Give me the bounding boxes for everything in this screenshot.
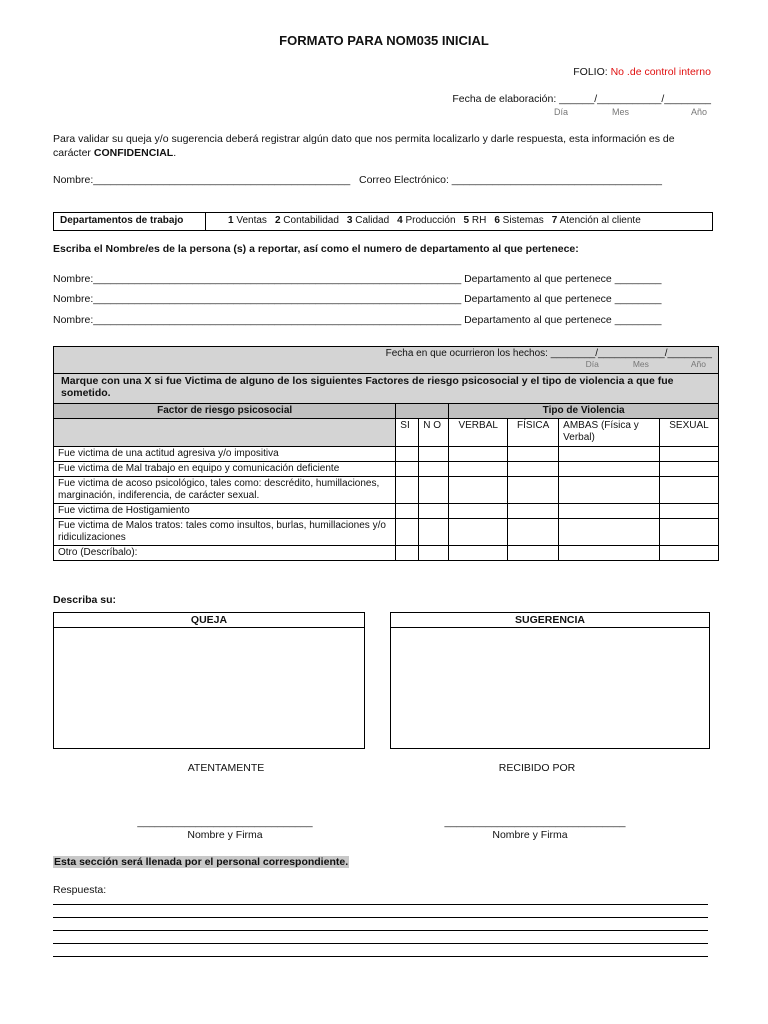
departamento-item: 1 Ventas	[228, 215, 267, 226]
mark-no-cell[interactable]	[419, 462, 449, 477]
mark-fisica-cell[interactable]	[508, 462, 559, 477]
reportar-row: Nombre:_______________________________________________________________ Departamento al que pertenece ________	[53, 293, 662, 305]
mark-verbal-cell[interactable]	[449, 447, 508, 462]
subhead-si: SI	[396, 419, 419, 447]
correo-field[interactable]: ____________________________________	[451, 174, 663, 186]
mark-verbal-cell[interactable]	[449, 462, 508, 477]
mark-no-cell[interactable]	[419, 546, 449, 561]
reportar-nombre-field[interactable]: _______________________________________________________________	[93, 314, 462, 326]
fecha-blank[interactable]: ______/___________/________	[559, 93, 711, 105]
fecha-hechos-row	[54, 347, 719, 374]
col-tipo: Tipo de Violencia	[449, 404, 719, 419]
sugerencia-box[interactable]	[390, 612, 710, 749]
queja-box[interactable]	[53, 612, 365, 749]
nombre-field[interactable]: ____________________________________________	[93, 174, 351, 186]
mark-fisica-cell[interactable]	[508, 447, 559, 462]
subhead-blank	[54, 419, 396, 447]
subhead-fisica: FÍSICA	[508, 419, 559, 447]
nombre-firma-left: Nombre y Firma	[187, 829, 263, 841]
departamento-item: 5 RH	[463, 215, 487, 226]
mark-sexual-cell[interactable]	[660, 519, 719, 546]
reportar-row: Nombre:_______________________________________________________________ Departamento al que pertenece ________	[53, 314, 662, 326]
table-row	[54, 447, 719, 462]
reportar-nombre-field[interactable]: _______________________________________________________________	[93, 293, 462, 305]
mark-fisica-cell[interactable]	[508, 477, 559, 504]
respuesta-line[interactable]	[53, 904, 708, 905]
respuesta-line[interactable]	[53, 956, 708, 957]
mark-fisica-cell[interactable]	[508, 546, 559, 561]
mark-fisica-cell[interactable]	[508, 519, 559, 546]
contact-row	[53, 174, 662, 186]
reportar-row: Nombre:_______________________________________________________________ Departamento al que pertenece ________	[53, 273, 662, 285]
mark-sexual-cell[interactable]	[660, 462, 719, 477]
respuesta-line[interactable]	[53, 917, 708, 918]
col-factor: Factor de riesgo psicosocial	[54, 404, 396, 419]
mark-sexual-cell[interactable]	[660, 504, 719, 519]
mark-ambas-cell[interactable]	[559, 447, 660, 462]
reportar-dept-field[interactable]: ________	[614, 273, 662, 285]
departamento-item: 7 Atención al cliente	[551, 215, 641, 226]
departamento-item: 3 Calidad	[346, 215, 390, 226]
subhead-verbal: VERBAL	[449, 419, 508, 447]
mark-sexual-cell[interactable]	[660, 546, 719, 561]
mark-si-cell[interactable]	[396, 546, 419, 561]
col-sino	[396, 404, 449, 419]
instruccion: Marque con una X si fue Victima de alguno de los siguientes Factores de riesgo psicosocial y el tipo de violencia a que fue sometido.	[54, 374, 719, 404]
folio	[573, 66, 711, 78]
mark-no-cell[interactable]	[419, 519, 449, 546]
mark-ambas-cell[interactable]	[559, 546, 660, 561]
respuesta-line[interactable]	[53, 943, 708, 944]
mark-verbal-cell[interactable]	[449, 504, 508, 519]
factor-label: Fue victima de Malos tratos: tales como insultos, burlas, humillaciones y/o ridiculizaciones	[54, 519, 396, 546]
firma-line-right[interactable]: _______________________________	[444, 816, 626, 828]
factor-label: Fue victima de Mal trabajo en equipo y comunicación deficiente	[54, 462, 396, 477]
reportar-heading: Escriba el Nombre/es de la persona (s) a reportar, así como el numero de departamento al que pertenece:	[53, 243, 579, 255]
correo-label: Correo Electrónico:	[358, 174, 449, 186]
nombre-firma-right: Nombre y Firma	[492, 829, 568, 841]
factor-label: Fue victima de una actitud agresiva y/o impositiva	[54, 447, 396, 462]
departamento-item: 6 Sistemas	[494, 215, 544, 226]
table-row	[54, 477, 719, 504]
mark-fisica-cell[interactable]	[508, 504, 559, 519]
fecha-dia: Día	[554, 107, 569, 117]
fecha-hechos[interactable]: Fecha en que ocurrieron los hechos: ________/____________/________	[385, 348, 712, 359]
departamento-item: 4 Producción	[397, 215, 456, 226]
fecha-elaboracion	[452, 93, 711, 105]
page-title: FORMATO PARA NOM035 INICIAL	[279, 33, 489, 48]
mark-ambas-cell[interactable]	[559, 504, 660, 519]
hechos-dia: Día	[585, 359, 599, 369]
mark-sexual-cell[interactable]	[660, 447, 719, 462]
confidencial-label: CONFIDENCIAL	[93, 147, 174, 159]
respuesta-line[interactable]	[53, 930, 708, 931]
departamentos-header: Departamentos de trabajo	[54, 213, 206, 230]
mark-verbal-cell[interactable]	[449, 519, 508, 546]
mark-si-cell[interactable]	[396, 519, 419, 546]
fecha-mes: Mes	[612, 107, 630, 117]
subhead-sexual: SEXUAL	[660, 419, 719, 447]
nombre-label: Nombre:	[53, 174, 94, 186]
mark-no-cell[interactable]	[419, 477, 449, 504]
subhead-no: N O	[419, 419, 449, 447]
recibido-label: RECIBIDO POR	[498, 762, 576, 774]
respuesta-label: Respuesta:	[53, 884, 107, 896]
table-row	[54, 546, 719, 561]
fecha-anio: Año	[691, 107, 708, 117]
describa-label: Describa su:	[53, 594, 117, 606]
reportar-dept-field[interactable]: ________	[614, 293, 662, 305]
mark-ambas-cell[interactable]	[559, 519, 660, 546]
factor-label: Fue victima de acoso psicológico, tales como: descrédito, humillaciones, marginación, indiferencia, de carácter sexual.	[54, 477, 396, 504]
mark-verbal-cell[interactable]	[449, 546, 508, 561]
firma-line-left[interactable]: ______________________________	[137, 816, 313, 828]
mark-si-cell[interactable]	[396, 462, 419, 477]
subhead-ambas: AMBAS (Física y Verbal)	[559, 419, 660, 447]
departamentos-box	[53, 212, 713, 231]
queja-header: QUEJA	[54, 613, 364, 628]
sugerencia-header: SUGERENCIA	[391, 613, 709, 628]
mark-ambas-cell[interactable]	[559, 477, 660, 504]
factor-label: Otro (Descríbalo):	[54, 546, 396, 561]
mark-ambas-cell[interactable]	[559, 462, 660, 477]
fecha-label: Fecha de elaboración:	[452, 93, 557, 105]
mark-si-cell[interactable]	[396, 447, 419, 462]
seccion-personal: Esta sección será llenada por el personal correspondiente.	[54, 856, 349, 868]
mark-no-cell[interactable]	[419, 447, 449, 462]
departamento-item: 2 Contabilidad	[274, 215, 339, 226]
factor-label: Fue victima de Hostigamiento	[54, 504, 396, 519]
hechos-anio: Año	[690, 359, 706, 369]
mark-si-cell[interactable]	[396, 477, 419, 504]
table-row	[54, 504, 719, 519]
mark-si-cell[interactable]	[396, 504, 419, 519]
table-row	[54, 462, 719, 477]
hechos-mes: Mes	[632, 359, 649, 369]
factores-table	[53, 346, 719, 561]
table-row	[54, 519, 719, 546]
intro-paragraph: Para validar su queja y/o sugerencia deberá registrar algún dato que nos permita localizarlo y darle respuesta, esta información es de carácter CONFIDENCIAL.	[53, 133, 675, 159]
reportar-nombre-field[interactable]: _______________________________________________________________	[93, 273, 462, 285]
folio-label: FOLIO:	[573, 66, 608, 78]
departamentos-list	[206, 213, 663, 230]
mark-no-cell[interactable]	[419, 504, 449, 519]
atentamente-label: ATENTAMENTE	[187, 762, 265, 774]
mark-verbal-cell[interactable]	[449, 477, 508, 504]
mark-sexual-cell[interactable]	[660, 477, 719, 504]
folio-value: No .de control interno	[610, 66, 711, 78]
reportar-dept-field[interactable]: ________	[614, 314, 662, 326]
